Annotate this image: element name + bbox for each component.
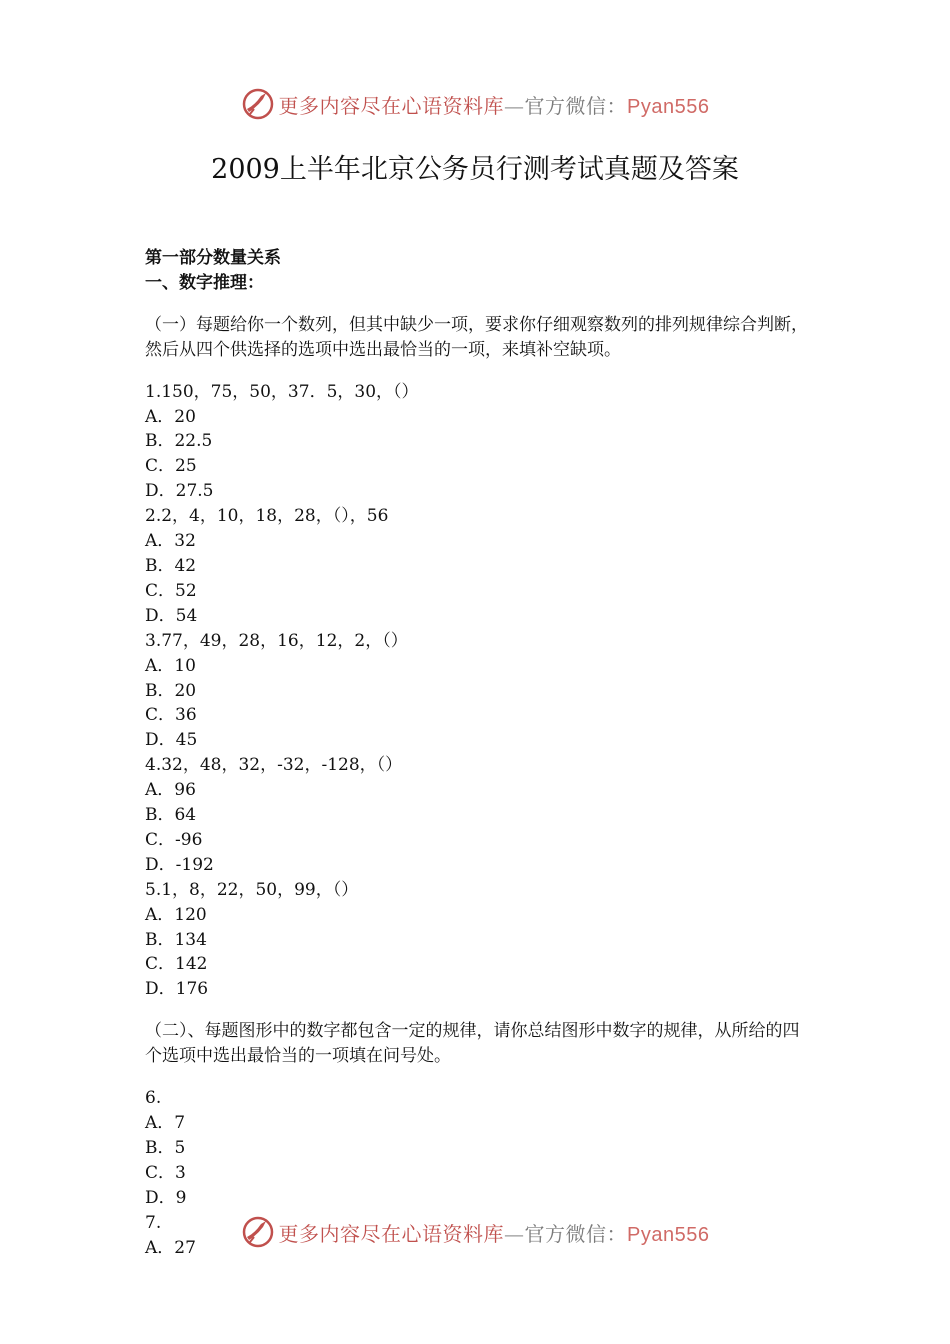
option: D．54 bbox=[145, 605, 198, 626]
banner-text bbox=[279, 90, 710, 119]
document-body bbox=[145, 246, 815, 1260]
banner-main-text: 更多内容尽在心语资料库 bbox=[278, 93, 505, 118]
banner-dash: — bbox=[504, 93, 525, 118]
option: C．3 bbox=[145, 1162, 186, 1183]
option: B．64 bbox=[145, 805, 197, 826]
banner-wechat-id: Pyan556 bbox=[627, 1223, 710, 1246]
question-stem: 1.150，75，50，37．5，30，（） bbox=[145, 381, 419, 402]
option: D．-192 bbox=[145, 854, 214, 875]
question-stem: 3.77，49，28，16，12，2，（） bbox=[145, 630, 408, 651]
instructions-paragraph-2: （二）、每题图形中的数字都包含一定的规律，请你总结图形中数字的规律，从所给的四个选项中选出最恰当的一项填在问号处。 bbox=[145, 1021, 800, 1067]
subsection-heading: 一、数字推理： bbox=[145, 272, 264, 293]
pen-logo-icon bbox=[241, 87, 275, 121]
question-stem: 2.2，4，10，18，28，（），56 bbox=[145, 506, 389, 527]
option: D．27.5 bbox=[145, 481, 214, 502]
question-stem: 6. bbox=[145, 1088, 162, 1109]
footer-banner bbox=[0, 1210, 950, 1254]
option: B．5 bbox=[145, 1137, 186, 1158]
option: A．120 bbox=[145, 904, 207, 925]
option: B．134 bbox=[145, 929, 207, 950]
question bbox=[145, 1086, 815, 1211]
option: C．142 bbox=[145, 954, 208, 975]
option: A．20 bbox=[145, 406, 196, 427]
option: C．36 bbox=[145, 705, 197, 726]
option: A．96 bbox=[145, 780, 196, 801]
question bbox=[145, 504, 815, 629]
banner-sub-text: 官方微信： bbox=[524, 1221, 628, 1246]
pen-logo-icon bbox=[241, 1215, 275, 1249]
question bbox=[145, 753, 815, 878]
header-banner bbox=[0, 82, 950, 126]
question-stem: 4.32，48，32，-32，-128，（） bbox=[145, 755, 403, 776]
option: A．32 bbox=[145, 531, 196, 552]
instructions-paragraph: （一）每题给你一个数列，但其中缺少一项，要求你仔细观察数列的排列规律综合判断，然后从四个供选择的选项中选出最恰当的一项，来填补空缺项。 bbox=[145, 314, 808, 360]
option: C．52 bbox=[145, 580, 197, 601]
question bbox=[145, 878, 815, 1003]
option: D．9 bbox=[145, 1187, 187, 1208]
option: C．-96 bbox=[145, 829, 203, 850]
question bbox=[145, 380, 815, 505]
question-stem: 7. bbox=[145, 1212, 162, 1233]
option: D．45 bbox=[145, 730, 198, 751]
banner-sub-text: 官方微信： bbox=[524, 93, 628, 118]
document-title: 2009上半年北京公务员行测考试真题及答案 bbox=[211, 154, 739, 185]
banner-text bbox=[279, 1218, 710, 1247]
part-heading: 第一部分数量关系 bbox=[145, 248, 281, 268]
banner-wechat-id: Pyan556 bbox=[627, 95, 710, 118]
question-list bbox=[145, 380, 815, 1003]
banner-dash: — bbox=[504, 1221, 525, 1246]
option: B．22.5 bbox=[145, 431, 213, 452]
question bbox=[145, 629, 815, 754]
option: C．25 bbox=[145, 456, 197, 477]
option: B．20 bbox=[145, 680, 197, 701]
option: D．176 bbox=[145, 979, 209, 1000]
option: A．27 bbox=[145, 1237, 196, 1258]
banner-main-text: 更多内容尽在心语资料库 bbox=[278, 1221, 505, 1246]
option: A．7 bbox=[145, 1113, 186, 1133]
option: B．42 bbox=[145, 555, 197, 576]
question-stem: 5.1，8，22，50，99，（） bbox=[145, 879, 359, 900]
option: A．10 bbox=[145, 655, 196, 676]
